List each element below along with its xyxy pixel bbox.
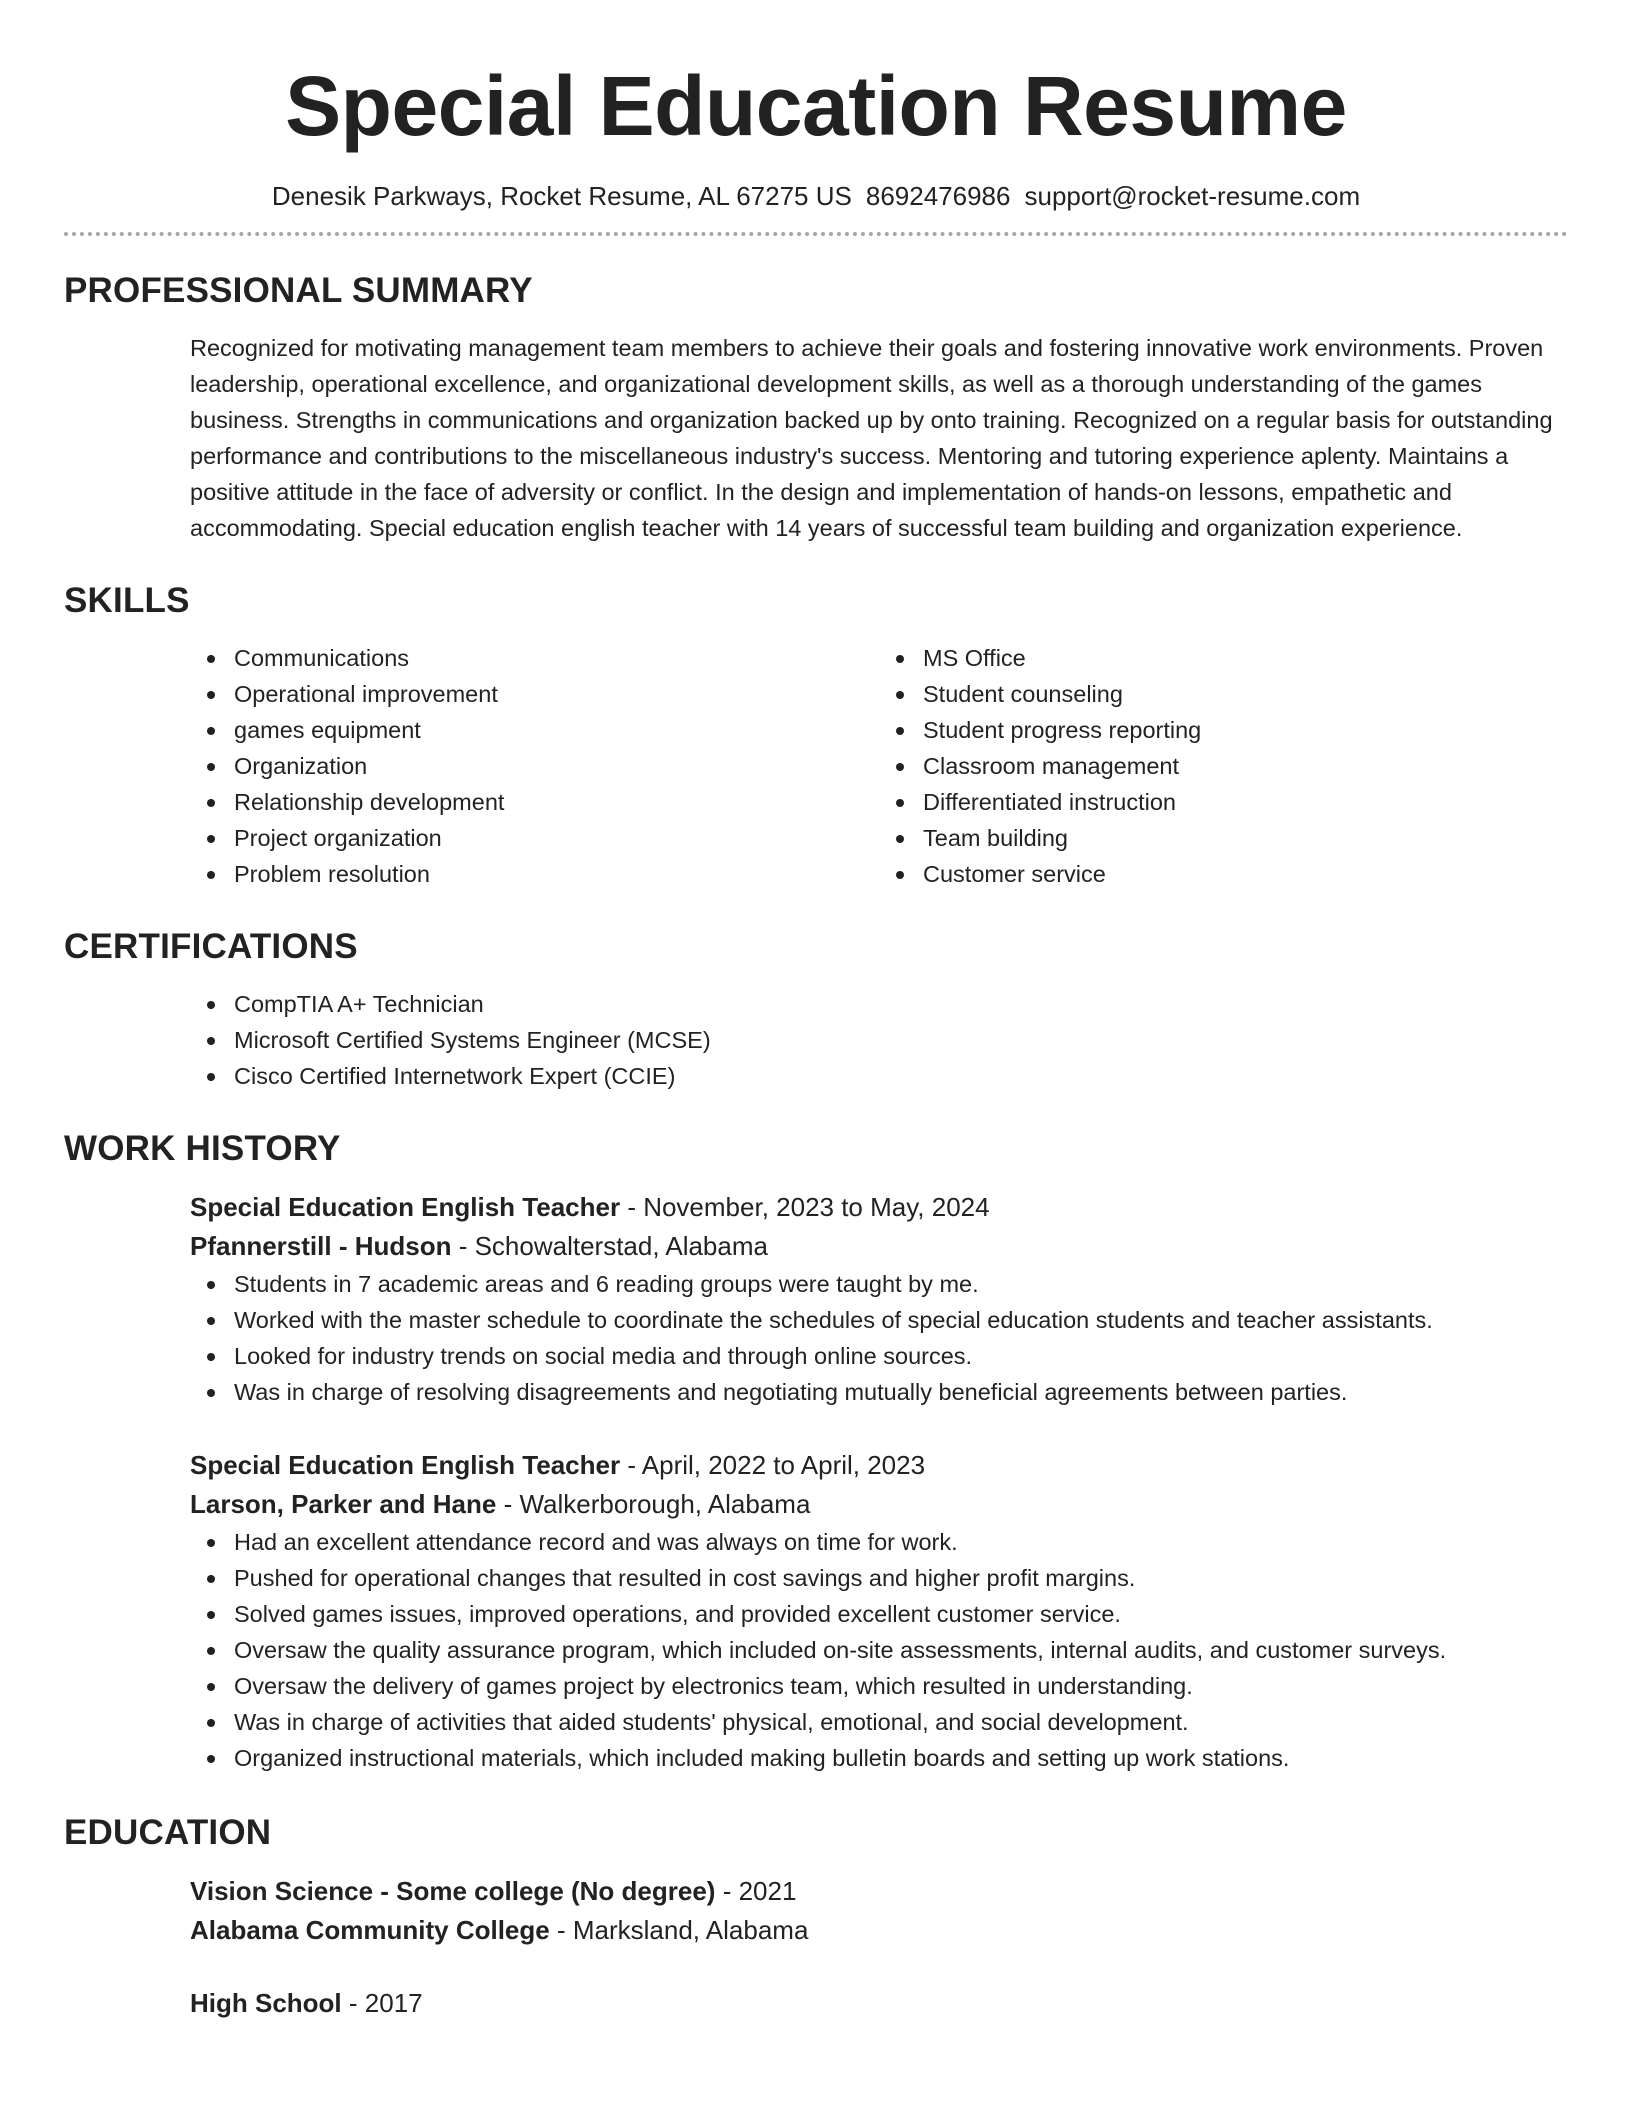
summary-text: Recognized for motivating management team members to achieve their goals and fostering innovative work environments. Proven leadership, operational excellence, and organizational development skills, as well as a thorough understanding of the games business. Strengths in communications and organization backed up by onto training. Recognized on a regular basis for outstanding performance and contributions to the miscellaneous industry's success. Mentoring and tutoring experience aplenty. Maintains a positive attitude in the face of adversity or conflict. In the design and implementation of hands-on lessons, empathetic and accommodating. Special education english teacher with 14 years of successful team building and organization experience.: [190, 335, 1553, 541]
job-company-line: [190, 1485, 1568, 1524]
education-degree-line: [190, 1872, 1568, 1911]
job-duty: Oversaw the delivery of games project by electronics team, which resulted in understanding.: [234, 1668, 1568, 1704]
job-dates: - November, 2023 to May, 2024: [620, 1192, 990, 1222]
certifications-list: [190, 986, 1568, 1094]
job-duties-list: [190, 1524, 1568, 1776]
skill-item: Team building: [923, 820, 1568, 856]
contact-line: [64, 180, 1568, 212]
job-duties-list: [190, 1266, 1568, 1410]
education-degree: Vision Science - Some college (No degree): [190, 1876, 716, 1906]
job-dates: - April, 2022 to April, 2023: [620, 1450, 926, 1480]
education-degree-line: [190, 1984, 1568, 2023]
skill-item: Relationship development: [234, 784, 879, 820]
job-duty: Worked with the master schedule to coordinate the schedules of special education students and teacher assistants.: [234, 1302, 1568, 1338]
skill-item: Operational improvement: [234, 676, 879, 712]
job-duty: Oversaw the quality assurance program, which included on-site assessments, internal audits, and customer surveys.: [234, 1632, 1568, 1668]
job-location: - Schowalterstad, Alabama: [451, 1231, 768, 1261]
education-school-line: [190, 1911, 1568, 1950]
job-duty: Organized instructional materials, which included making bulletin boards and setting up work stations.: [234, 1740, 1568, 1776]
education-degree: High School: [190, 1988, 342, 2018]
skill-item: Communications: [234, 640, 879, 676]
skill-item: MS Office: [923, 640, 1568, 676]
job-entry: [190, 1446, 1568, 1776]
job-company: Pfannerstill - Hudson: [190, 1231, 452, 1261]
education-entry: [190, 1872, 1568, 1950]
education-location: - Marksland, Alabama: [549, 1915, 809, 1945]
education-section: [64, 1812, 1568, 2023]
job-title: Special Education English Teacher: [190, 1450, 621, 1480]
contact-address: Denesik Parkways, Rocket Resume, AL 67275 US: [271, 181, 852, 211]
job-title-line: [190, 1188, 1568, 1227]
summary-section: [64, 270, 1568, 546]
job-title-line: [190, 1446, 1568, 1485]
contact-email: support@rocket-resume.com: [1024, 181, 1361, 211]
certifications-section: [64, 926, 1568, 1094]
skill-item: Customer service: [923, 856, 1568, 892]
skill-item: Student counseling: [923, 676, 1568, 712]
job-duty: Pushed for operational changes that resulted in cost savings and higher profit margins.: [234, 1560, 1568, 1596]
skills-heading: SKILLS: [64, 581, 190, 620]
certification-item: Microsoft Certified Systems Engineer (MCSE): [234, 1022, 1568, 1058]
job-duty: Solved games issues, improved operations, and provided excellent customer service.: [234, 1596, 1568, 1632]
job-company-line: [190, 1227, 1568, 1266]
education-year: - 2021: [715, 1876, 797, 1906]
certifications-heading: CERTIFICATIONS: [64, 927, 358, 966]
education-school: Alabama Community College: [190, 1915, 550, 1945]
skill-item: Project organization: [234, 820, 879, 856]
skill-item: Differentiated instruction: [923, 784, 1568, 820]
education-entry: [190, 1984, 1568, 2023]
job-company: Larson, Parker and Hane: [190, 1489, 497, 1519]
job-location: - Walkerborough, Alabama: [496, 1489, 811, 1519]
skill-item: Classroom management: [923, 748, 1568, 784]
work-history-section: [64, 1128, 1568, 1776]
skills-list-right: [879, 640, 1568, 892]
skill-item: Student progress reporting: [923, 712, 1568, 748]
work-history-heading: WORK HISTORY: [64, 1129, 341, 1168]
resume-title: Special Education Resume: [285, 59, 1347, 153]
skills-section: [64, 580, 1568, 892]
header-divider: [64, 232, 1568, 236]
job-duty: Had an excellent attendance record and was always on time for work.: [234, 1524, 1568, 1560]
skills-list-left: [190, 640, 879, 892]
summary-heading: PROFESSIONAL SUMMARY: [64, 271, 533, 310]
education-year: - 2017: [341, 1988, 423, 2018]
skill-item: Problem resolution: [234, 856, 879, 892]
job-duty: Looked for industry trends on social media and through online sources.: [234, 1338, 1568, 1374]
job-duty: Was in charge of activities that aided students' physical, emotional, and social development.: [234, 1704, 1568, 1740]
job-entry: [190, 1188, 1568, 1410]
skill-item: Organization: [234, 748, 879, 784]
job-duty: Students in 7 academic areas and 6 reading groups were taught by me.: [234, 1266, 1568, 1302]
education-heading: EDUCATION: [64, 1813, 272, 1852]
contact-phone: 8692476986: [865, 181, 1011, 211]
skill-item: games equipment: [234, 712, 879, 748]
certification-item: Cisco Certified Internetwork Expert (CCIE): [234, 1058, 1568, 1094]
certification-item: CompTIA A+ Technician: [234, 986, 1568, 1022]
job-duty: Was in charge of resolving disagreements and negotiating mutually beneficial agreements between parties.: [234, 1374, 1568, 1410]
job-title: Special Education English Teacher: [190, 1192, 621, 1222]
